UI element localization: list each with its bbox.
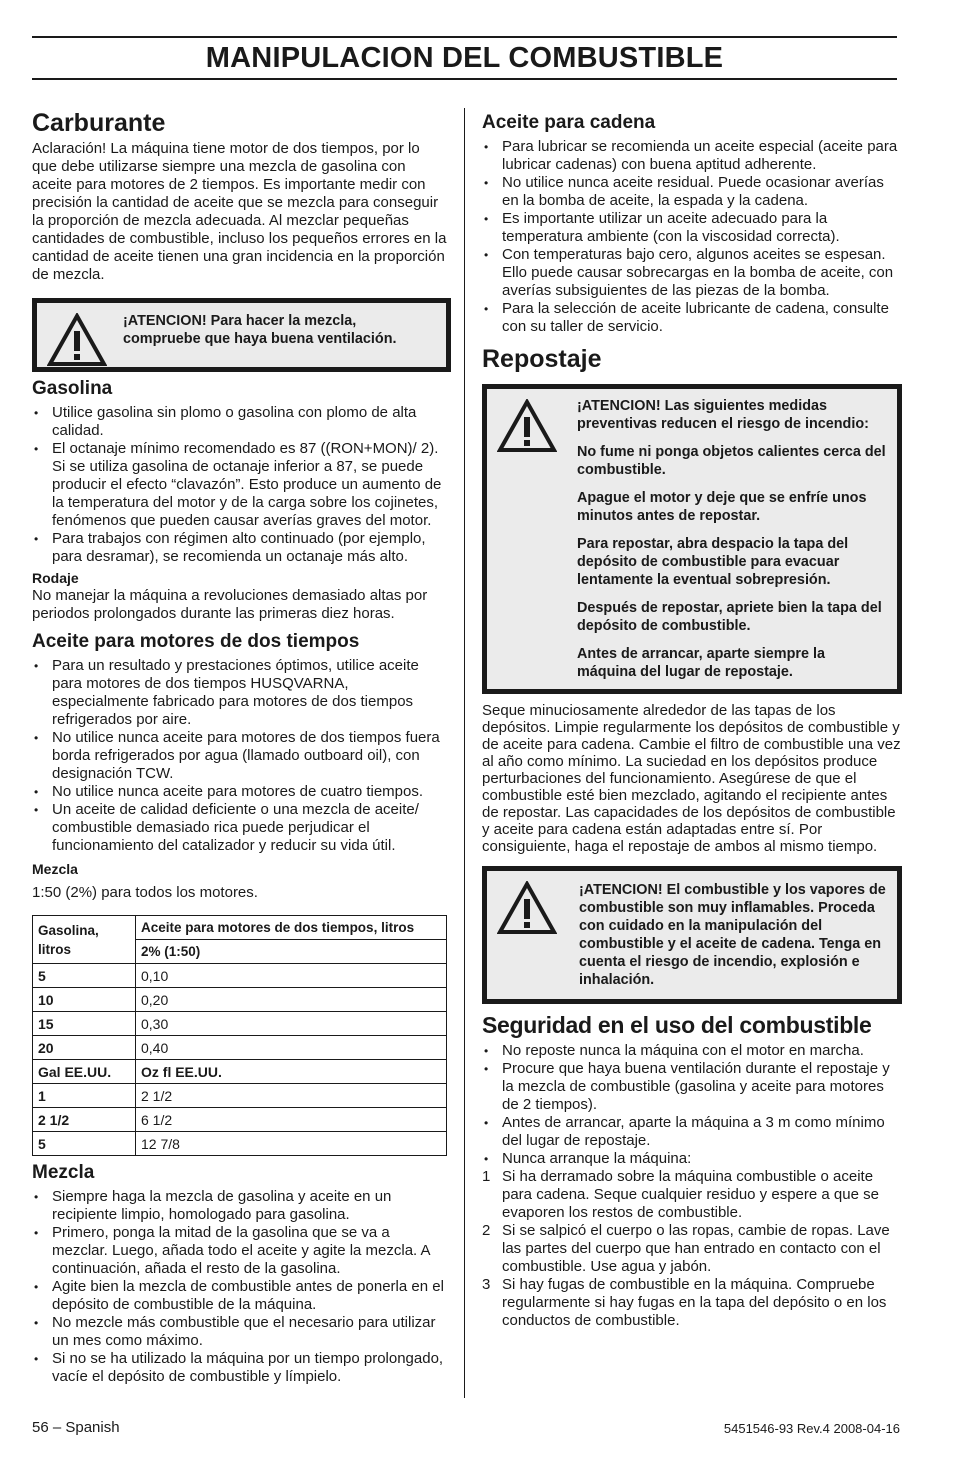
rodaje-title: Rodaje [32,570,79,586]
mezcla-subtitle: Mezcla [32,861,78,877]
list-item: 2 Si se salpicó el cuerpo o las ropas, cambie de ropas. Lave las partes del cuerpo que han entrado en contacto con el combustible. Use agua y jabón. [482,1222,890,1275]
table-row: 5 12 7/8 [33,1132,447,1156]
col-subheader: 2% (1:50) [136,940,447,964]
list-item: 3 Si hay fugas de combustible en la máquina. Compruebe regularmente si hay fugas en la tapa del depósito o en los conductos de combustible. [482,1276,887,1329]
right-column [464,108,901,1398]
warning-box-inflamable [482,866,902,1004]
page-title: MANIPULACION DEL COMBUSTIBLE [205,42,724,74]
list-item: • El octanaje mínimo recomendado es 87 ((RON+MON)/ 2). Si se utiliza gasolina de octanaje inferior a 87, se puede producir el efecto “clavazón”. Esto produce un aumento de la temperatura del motor y de la carga sobre los cojinetes, fenómenos que pueden causar averías graves del motor. [34,440,442,529]
warning-text: ¡ATENCION! Las siguientes medidas preventivas reducen el riesgo de incendio: [577,398,869,432]
list-item: • No utilice nunca aceite para motores de cuatro tiempos. [34,783,424,800]
warning-triangle-icon [497,399,557,453]
list-item: 1 Si ha derramado sobre la máquina combustible o aceite para cadena. Seque cualquier residuo y espere a que se evaporen los restos de combustible. [482,1168,879,1221]
table-row: 10 0,20 [33,988,447,1012]
list-item: • Agite bien la mezcla de combustible antes de ponerla en el depósito de combustible de la máquina. [34,1278,444,1313]
seguridad-list [482,1042,901,1168]
mix-table [32,915,447,1156]
mezcla-list [32,1188,448,1386]
list-item: • Es importante utilizar un aceite adecuado para la temperatura ambiente (con la viscosidad correcta). [484,210,840,245]
warning-text: ¡ATENCION! Para hacer la mezcla, compruebe que haya buena ventilación. [123,313,397,347]
list-item: • Primero, ponga la mitad de la gasolina que se va a mezclar. Luego, añada todo el aceite y agite la mezcla. A continuación, añada el resto de la gasolina. [34,1224,430,1277]
warning-box-repostaje [482,384,902,694]
warning-text: ¡ATENCION! El combustible y los vapores de combustible son muy inflamables. Proceda con cuidado en la manipulación del combustible y el aceite de cadena. Tenga en cuenta el riesgo de incendio, explosión e inhalación. [579,882,886,988]
page-header [32,36,897,80]
warning-text: No fume ni ponga objetos calientes cerca del combustible. [577,444,886,478]
list-item: • Un aceite de calidad deficiente o una mezcla de aceite/ combustible demasiado rica puede perjudicar el funcionamiento del catalizador y reducir su vida útil. [34,801,419,854]
table-row: 15 0,30 [33,1012,447,1036]
warning-box-mezcla [32,298,451,372]
list-item: • Antes de arrancar, aparte la máquina a 3 m como mínimo del lugar de repostaje. [484,1114,885,1149]
col-header-aceite: Aceite para motores de dos tiempos, litros [136,916,447,940]
list-item: • No mezcle más combustible que el necesario para utilizar un mes como máximo. [34,1314,436,1349]
list-item: • No reposte nunca la máquina con el motor en marcha. [484,1042,864,1059]
list-item: • No utilice nunca aceite para motores de dos tiempos fuera borda refrigerados por agua (llamado outboard oil), con designación TCW. [34,729,440,782]
table-row: 20 0,40 [33,1036,447,1060]
list-item: • No utilice nunca aceite residual. Puede ocasionar averías en la bomba de aceite, la espada y la cadena. [484,174,884,209]
list-item: • Para un resultado y prestaciones óptimos, utilice aceite para motores de dos tiempos HUSQVARNA, especialmente fabricado para motores de dos tiempos refrigerados por aire. [34,657,419,728]
seguridad-title: Seguridad en el uso del combustible [482,1012,872,1038]
warning-text: Antes de arrancar, aparte siempre la máquina del lugar de repostaje. [577,646,825,680]
table-row: 2 1/2 6 1/2 [33,1108,447,1132]
warning-text: Después de repostar, apriete bien la tapa del depósito de combustible. [577,600,882,634]
aceite-cadena-title: Aceite para cadena [482,112,656,133]
warning-text: Apague el motor y deje que se enfríe unos minutos antes de repostar. [577,490,867,524]
list-item: • Si no se ha utilizado la máquina por un tiempo prolongado, vacíe el depósito de combustible y límpielo. [34,1350,444,1385]
page-number: 56 – Spanish [32,1419,120,1436]
left-column [32,108,448,1386]
list-item: • Siempre haga la mezcla de gasolina y aceite en un recipiente limpio, homologado para gasolina. [34,1188,392,1223]
mezcla-title: Mezcla [32,1162,95,1183]
col-header-gasolina: Gasolina, litros [33,916,136,964]
warning-triangle-icon [497,881,557,935]
mezcla-ratio: 1:50 (2%) para todos los motores. [32,884,258,901]
aceite-motor-list [32,657,448,855]
aceite-cadena-list [482,138,901,336]
list-item: • Con temperaturas bajo cero, algunos aceites se espesan. Ello puede causar sobrecargas en la bomba de aceite, con averías subsiguientes de las piezas de la bomba. [484,246,894,299]
list-item: • Para lubricar se recomienda un aceite especial (aceite para lubricar cadenas) con buena aptitud adherente. [484,138,898,173]
list-item: • Para trabajos con régimen alto continuado (por ejemplo, para desramar), se recomienda un octanaje más alto. [34,530,426,565]
repostaje-text: Seque minuciosamente alrededor de las tapas de los depósitos. Limpie regularmente los depósitos de combustible y de aceite para cadena. Cambie el filtro de combustible una vez al año como mínimo. La suciedad en los depósitos produce perturbaciones del funcionamiento. Asegúrese de que el combustible esté bien mezclado, agitando el recipiente antes de repostar. Las capacidades de los depósitos de combustible y aceite para cadena están adaptadas entre sí. Por consiguiente, haga el repostaje de ambos al mismo tiempo. [482,702,901,855]
list-item: • Procure que haya buena ventilación durante el repostaje y la mezcla de combustible (gasolina y aceite para motores de 2 tiempos). [484,1060,890,1113]
warning-text: Para repostar, abra despacio la tapa del depósito de combustible para evacuar lentamente la eventual sobrepresión. [577,536,849,588]
gasolina-list [32,404,448,566]
list-item: • Nunca arranque la máquina: [484,1150,692,1167]
rodaje-text: No manejar la máquina a revoluciones demasiado altas por periodos prolongados durante las primeras diez horas. [32,587,428,622]
table-row: Gal EE.UU. Oz fl EE.UU. [33,1060,447,1084]
seguridad-numbered-list [482,1168,901,1330]
gasolina-title: Gasolina [32,378,113,399]
list-item: • Utilice gasolina sin plomo o gasolina con plomo de alta calidad. [34,404,417,439]
document-code: 5451546-93 Rev.4 2008-04-16 [723,1421,900,1436]
list-item: • Para la selección de aceite lubricante de cadena, consulte con su taller de servicio. [484,300,889,335]
carburante-intro: Aclaración! La máquina tiene motor de dos tiempos, por lo que debe utilizarse siempre una mezcla de gasolina con aceite para motores de 2 tiempos. Es importante medir con precisión la cantidad de aceite que se mezcla para conseguir la proporción de mezcla adecuada. Al mezclar pequeñas cantidades de combustible, incluso los pequeños errores en la cantidad de aceite tienen una gran incidencia en la proporción de mezcla. [32,140,447,283]
table-row: 5 0,10 [33,964,447,988]
table-row: 1 2 1/2 [33,1084,447,1108]
repostaje-title: Repostaje [482,345,602,373]
warning-triangle-icon [47,313,107,367]
carburante-title: Carburante [32,109,166,137]
aceite-motor-title: Aceite para motores de dos tiempos [32,631,360,652]
